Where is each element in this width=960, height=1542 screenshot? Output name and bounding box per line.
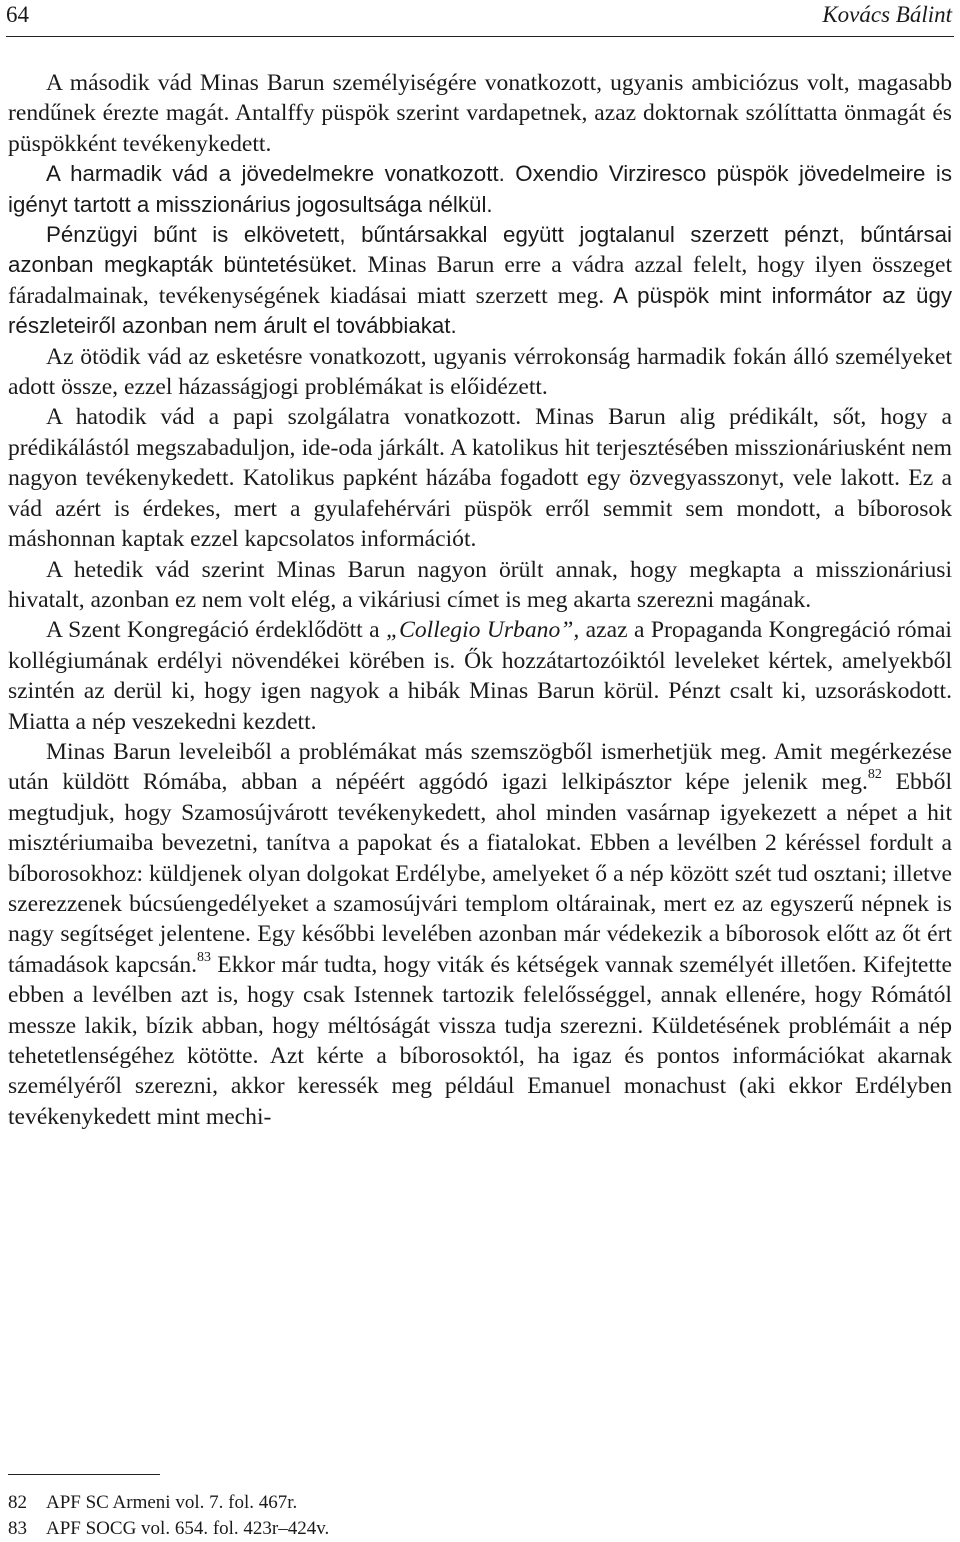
footnotes (8, 1490, 952, 1542)
text-segment: Ebből megtudjuk, hogy Szamosújvárott tevékenykedett, ahol minden vasárnap igyekezett a népet a hit misztériumaiba bevezetni, tanítva a papokat és a fiatalokat. Ebben a levélben 2 kéréssel fordult a bíborosokhoz: küldjenek olyan dolgokat Erdélybe, amelyeket ő a nép között szét tud osztani; illetve szerezzenek búcsúengedélyeket a szamosújvári templom oltárainak, mert ez az egyszerű népnek is nagy segítséget jelentene. Egy későbbi levelében azonban már védekezik a bíborosok előtt az őt ért támadások kapcsán. (8, 769, 952, 978)
footnote-ref: 83 (197, 949, 212, 965)
footnote-text: APF SC Armeni vol. 7. fol. 467r. (46, 1492, 298, 1513)
text-segment: A Szent Kongregáció érdeklődött a (46, 617, 387, 644)
paragraph (8, 737, 952, 1132)
italic-text: „Collegio Urbano”, (386, 617, 580, 644)
footnote (8, 1516, 952, 1542)
body-text (8, 68, 952, 1132)
footnote (8, 1490, 952, 1516)
paragraph (8, 220, 952, 342)
paragraph (8, 555, 952, 616)
text-segment: Minas Barun erre a vádra azzal felelt, hogy ilyen összeget fáradalmainak, tevékenységének kiadásai miatt szerzett meg. (8, 252, 952, 309)
text-segment: A harmadik vád a jövedelmekre vonatkozott. Oxendio Virziresco püspök jövedelmeire is igényt tartott a misszionárius jogosultsága nélkül. (8, 161, 952, 217)
paragraph (8, 159, 952, 220)
page-header (0, 0, 960, 40)
footnote-ref: 82 (867, 767, 882, 783)
paragraph-first (8, 68, 952, 159)
text-segment: A hetedik vád szerint Minas Barun nagyon örült annak, hogy megkapta a misszionáriusi hivatalt, azonban ez nem volt elég, a vikáriusi címet is meg akarta szerezni magának. (8, 556, 952, 613)
footnote-number: 82 (8, 1492, 27, 1513)
running-head-author: Kovács Bálint (822, 2, 952, 27)
paragraph (8, 615, 952, 737)
text-segment: Minas Barun leveleiből a problémákat más szemszögből ismerhetjük meg. Amit megérkezése után küldött Rómába, abban a népéért aggódó igazi lelkipásztor képe jelenik meg. (8, 738, 952, 796)
text-segment: azaz a Propaganda Kongregáció római kollégiumának erdélyi növendékei körében is. Ők hozzátartozóiktól leveleket kértek, amelyekből szintén az derül ki, hogy igen nagyok a hibák Minas Barun körül. Pénzt csalt ki, uzsoráskodott. Miatta a nép veszekedni kezdett. (8, 617, 952, 735)
text-segment: A hatodik vád a papi szolgálatra vonatkozott. Minas Barun alig prédikált, sőt, hogy a prédikálástól megszabaduljon, ide-oda járkált. A katolikus hit terjesztésében misszionáriusként nem nagyon tevékenykedett. Katolikus papként házába fogadott egy özvegyasszonyt, vele lakott. Ez a vád azért is érdekes, mert a gyulafehérvári püspök erről semmit sem mondott, a bíborosok máshonnan kaptak ezzel kapcsolatos információt. (8, 404, 952, 553)
footnote-number: 83 (8, 1518, 27, 1539)
text-segment: Pénzügyi bűnt is elkövetett, bűntársakkal együtt jogtalanul szerzett pénzt, bűntársai azonban megkapták büntetésüket. (8, 222, 952, 278)
text-segment: A püspök mint informátor az ügy részleteiről azonban nem árult el továbbiakat. (8, 282, 953, 339)
page-number: 64 (6, 2, 29, 27)
text-segment: Ekkor már tudta, hogy viták és kétségek vannak személyét illetően. Kifejtette ebben a levélben azt is, hogy csak Istennek tartozik felelősséggel, annak ellenére, hogy Rómától messze lakik, bízik abban, hogy méltóságát vissza tudja szerezni. Küldetésének problémáit a nép tehetetlenségéhez kötötte. Azt kérte a bíborosoktól, ha igaz és pontos információkat akarnak személyéről szerezni, akkor keressék meg például Emanuel monachust (aki ekkor Erdélyben tevékenykedett mint mechi- (8, 951, 952, 1130)
paragraph (8, 402, 952, 554)
text-segment: A második vád Minas Barun személyiségére vonatkozott, ugyanis ambiciózus volt, magasabb rendűnek érezte magát. Antalffy püspök szerint vardapetnek, azaz doktornak szólíttatta önmagát és püspökként tevékenykedett. (8, 70, 952, 157)
footnote-text: APF SOCG vol. 654. fol. 423r–424v. (46, 1518, 330, 1539)
header-rule (6, 36, 954, 37)
footnote-separator (8, 1474, 160, 1475)
text-segment: Az ötödik vád az esketésre vonatkozott, ugyanis vérrokonság harmadik fokán álló személyeket adott össze, ezzel házasságjogi problémákat is előidézett. (8, 343, 952, 401)
paragraph (8, 342, 952, 403)
